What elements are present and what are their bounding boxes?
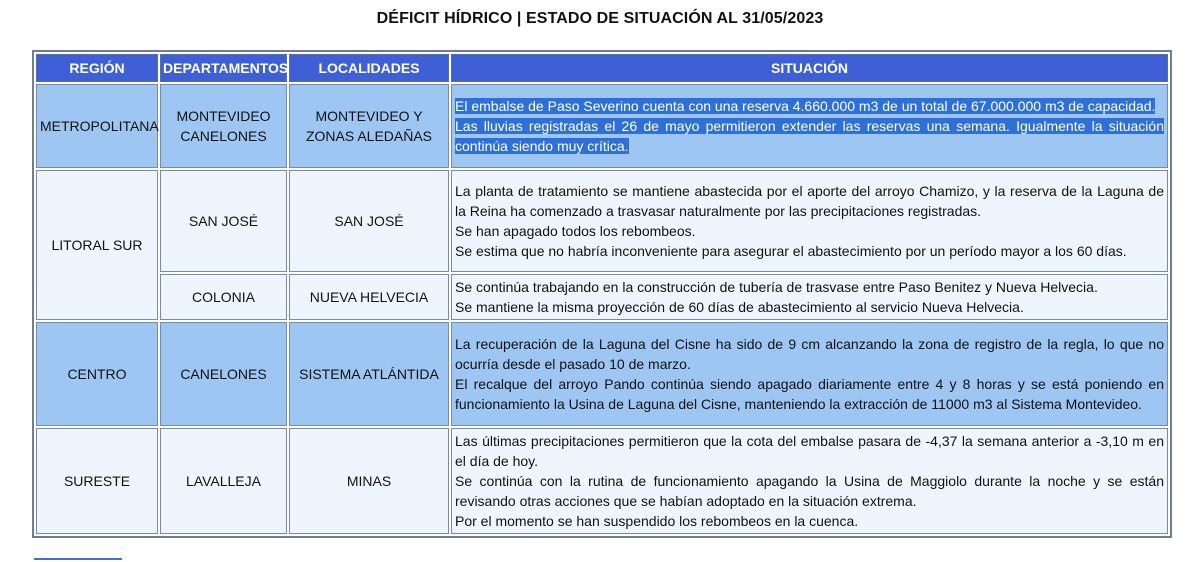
situacion-text: El recalque del arroyo Pando continúa siendo apagado diariamente entre 4 y 8 horas y se está poniendo en funcionamiento la Usina de Laguna del Cisne, manteniendo la extracción de 11000 m3 al Sistema Montevideo. [455,376,1164,412]
localidad-cell [289,322,449,426]
situacion-cell[interactable] [451,274,1168,320]
region-label: SURESTE [63,473,131,489]
localidad-label: SAN JOSÉ [334,213,404,229]
table-row-metropolitana [36,84,1168,168]
situacion-text: Se han apagado todos los rebombeos. [455,223,696,239]
departamento-label: SAN JOSÉ [188,213,259,229]
region-label: METROPOLITANA [40,118,159,134]
situacion-text: El embalse de Paso Severino cuenta con una reserva 4.660.000 m3 de un total de 67.000.000 m3 de capacidad. [455,98,1156,114]
table-row-san-jose [36,170,1168,272]
localidad-label: NUEVA HELVECIA [309,289,429,305]
situacion-text: Se continúa trabajando en la construcción de tubería de trasvase entre Paso Benitez y Nueva Helvecia. [455,279,1098,295]
header-localidades: LOCALIDADES [289,54,449,82]
localidad-label: MINAS [346,473,392,489]
situacion-text: Las lluvias registradas el 26 de mayo permitieron extender las reservas una semana. Igualmente la situación continúa siendo muy crítica. [455,118,1164,154]
link-underline[interactable] [34,558,122,560]
table-row-centro [36,322,1168,426]
situacion-cell[interactable] [451,84,1168,168]
situacion-text: Las últimas precipitaciones permitieron que la cota del embalse pasara de -4,37 la semana anterior a -3,10 m en el día de hoy. [455,433,1164,469]
localidad-label: SISTEMA ATLÁNTIDA [299,366,439,382]
localidad-cell [289,274,449,320]
header-region: REGIÓN [36,54,158,82]
localidad-cell [289,170,449,272]
departamento-cell [160,274,287,320]
region-cell [36,170,158,320]
situacion-text: Se mantiene la misma proyección de 60 días de abastecimiento al servicio Nueva Helvecia. [455,299,1024,315]
departamento-label: CANELONES [180,128,267,144]
table-row-sureste [36,428,1168,534]
situacion-cell[interactable] [451,322,1168,426]
departamento-label: CANELONES [180,366,267,382]
localidad-cell [289,84,449,168]
header-situacion: SITUACIÓN [451,54,1168,82]
situacion-cell[interactable] [451,170,1168,272]
region-label: LITORAL SUR [51,237,143,253]
table-header-row [36,54,1168,82]
departamento-label: LAVALLEJA [186,473,261,489]
region-cell [36,428,158,534]
situacion-cell[interactable] [451,428,1168,534]
table-row-colonia [36,274,1168,320]
departamento-cell [160,428,287,534]
situacion-text: La planta de tratamiento se mantiene abastecida por el aporte del arroyo Chamizo, y la reserva de la Laguna de la Reina ha comenzado a trasvasar naturalmente por las precipitaciones registradas. [455,183,1164,219]
localidad-label: MONTEVIDEO Y [315,108,423,124]
water-status-table [32,50,1172,538]
departamento-cell [160,322,287,426]
region-cell [36,84,158,168]
departamento-label: COLONIA [191,289,255,305]
region-cell [36,322,158,426]
situacion-text: La recuperación de la Laguna del Cisne ha sido de 9 cm alcanzando la zona de registro de la regla, lo que no ocurría desde el pasado 10 de marzo. [455,336,1164,372]
departamento-cell [160,170,287,272]
page-title: DÉFICIT HÍDRICO | ESTADO DE SITUACIÓN AL 31/05/2023 [376,10,824,27]
situacion-text: Se estima que no habría inconveniente para asegurar el abastecimiento por un período mayor a los 60 días. [455,243,1127,259]
situacion-text: Por el momento se han suspendido los rebombeos en la cuenca. [455,513,859,529]
departamento-cell [160,84,287,168]
header-departamentos: DEPARTAMENTOS [160,54,287,82]
region-label: CENTRO [67,366,127,382]
departamento-label: MONTEVIDEO [176,108,271,124]
localidad-label: ZONAS ALEDAÑAS [305,128,433,144]
situacion-text: Se continúa con la rutina de funcionamiento apagando la Usina de Maggiolo durante la noche y se están revisando otras acciones que se habían adoptado en la situación extrema. [455,473,1164,509]
localidad-cell [289,428,449,534]
